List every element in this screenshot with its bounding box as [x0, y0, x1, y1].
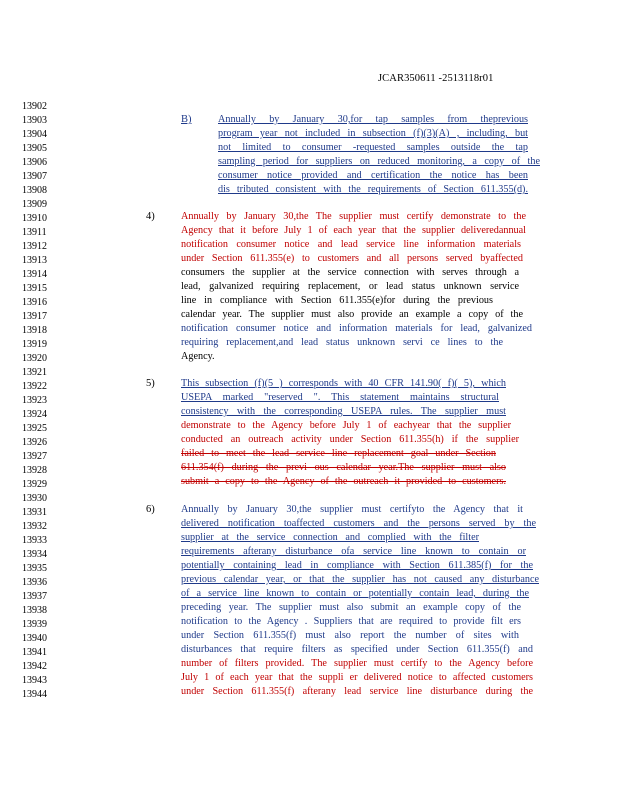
line-number: 13929 [22, 479, 47, 490]
text-line: under Section 611.355(f) must also report the number of sites with [181, 630, 519, 641]
text-line: requirements afterany disturbance ofa service line known to contain or [181, 546, 526, 557]
line-number: 13907 [22, 171, 47, 182]
item-marker-4: 4) [146, 211, 155, 222]
line-number: 13920 [22, 353, 47, 364]
text-line: Annually by January 30,the supplier must certifyto the Agency that it [181, 504, 523, 515]
line-number: 13934 [22, 549, 47, 560]
text-line: under Section 611.355(f) afterany lead service line disturbance during the [181, 686, 533, 697]
text-line: conducted an outreach activity under Section 611.355(h) if the supplier [181, 434, 519, 445]
text-line: not limited to consumer -requested samples outside the tap [218, 142, 528, 153]
line-number: 13933 [22, 535, 47, 546]
line-number: 13939 [22, 619, 47, 630]
line-number: 13915 [22, 283, 47, 294]
line-number: 13919 [22, 339, 47, 350]
line-number: 13940 [22, 633, 47, 644]
line-number: 13944 [22, 689, 47, 700]
line-number: 13922 [22, 381, 47, 392]
line-number: 13903 [22, 115, 47, 126]
text-line: 611.354(f) during the previ ous calendar year.The supplier must also [181, 462, 506, 473]
text-line: demonstrate to the Agency before July 1 of eachyear that the supplier [181, 420, 511, 431]
line-number: 13932 [22, 521, 47, 532]
text-line: requiring replacement,and lead status unknown servi ce lines to the [181, 337, 503, 348]
text-line: line in compliance with Section 611.355(e)for during the previous [181, 295, 493, 306]
text-line: of a service line known to contain or potentially contain lead, during the [181, 588, 529, 599]
text-line: July 1 of each year that the suppli er delivered notice to affected customers [181, 672, 533, 683]
text-line: failed to meet the lead service line replacement goal under Section [181, 448, 496, 459]
text-line: notification to the Agency . Suppliers that are required to provide filt ers [181, 616, 521, 627]
line-number: 13938 [22, 605, 47, 616]
text-line: sampling period for suppliers on reduced monitoring, a copy of the [218, 156, 540, 167]
line-number: 13917 [22, 311, 47, 322]
text-line: potentially containing lead in compliance with Section 611.385(f) for the [181, 560, 533, 571]
text-line: consumer notice provided and certification the notice has been [218, 170, 528, 181]
text-line: consistency with the corresponding USEPA rules. The supplier must [181, 406, 506, 417]
item-marker-5: 5) [146, 378, 155, 389]
line-number: 13909 [22, 199, 47, 210]
line-number: 13914 [22, 269, 47, 280]
line-number: 13906 [22, 157, 47, 168]
text-line: submit a copy to the Agency of the outreach it provided to customers. [181, 476, 506, 487]
line-number: 13908 [22, 185, 47, 196]
text-line: Annually by January 30,for tap samples from theprevious [218, 114, 528, 125]
line-number: 13926 [22, 437, 47, 448]
line-number: 13925 [22, 423, 47, 434]
line-number: 13936 [22, 577, 47, 588]
line-number: 13913 [22, 255, 47, 266]
text-line: USEPA marked "reserved ". This statement maintains structural [181, 392, 499, 403]
line-number: 13911 [22, 227, 47, 238]
document-header: JCAR350611 -2513118r01 [378, 73, 494, 84]
line-number: 13905 [22, 143, 47, 154]
line-number: 13916 [22, 297, 47, 308]
text-line: program year not included in subsection (f)(3)(A) , including, but [218, 128, 528, 139]
line-number: 13935 [22, 563, 47, 574]
text-line: supplier at the service connection and complied with the filter [181, 532, 479, 543]
text-line: Agency. [181, 351, 215, 362]
line-number: 13910 [22, 213, 47, 224]
text-line: This subsection (f)(5 ) corresponds with 40 CFR 141.90( f)( 5), which [181, 378, 506, 389]
line-number: 13912 [22, 241, 47, 252]
text-line: delivered notification toaffected customers and the persons served by the [181, 518, 536, 529]
text-line: disturbances that require filters as specified under Section 611.355(f) and [181, 644, 533, 655]
text-line: dis tributed consistent with the requirements of Section 611.355(d). [218, 184, 528, 195]
line-number: 13921 [22, 367, 47, 378]
line-number: 13918 [22, 325, 47, 336]
line-number: 13943 [22, 675, 47, 686]
item-marker-b: B) [181, 114, 192, 125]
line-number: 13924 [22, 409, 47, 420]
text-line: notification consumer notice and information materials for lead, galvanized [181, 323, 532, 334]
text-line: notification consumer notice and lead service line information materials [181, 239, 521, 250]
text-line: Annually by January 30,the The supplier must certify demonstrate to the [181, 211, 526, 222]
text-line: lead, galvanized requiring replacement, or lead status unknown service [181, 281, 519, 292]
line-number: 13902 [22, 101, 47, 112]
line-number: 13928 [22, 465, 47, 476]
line-number: 13941 [22, 647, 47, 658]
line-number: 13904 [22, 129, 47, 140]
line-number: 13930 [22, 493, 47, 504]
text-line: preceding year. The supplier must also submit an example copy of the [181, 602, 521, 613]
text-line: number of filters provided. The supplier must certify to the Agency before [181, 658, 533, 669]
text-line: consumers the supplier at the service connection with serves through a [181, 267, 519, 278]
text-line: Agency that it before July 1 of each year that the supplier deliveredannual [181, 225, 526, 236]
line-number: 13923 [22, 395, 47, 406]
text-line: previous calendar year, or that the supplier has not caused any disturbance [181, 574, 539, 585]
text-line: under Section 611.355(e) to customers and all persons served byaffected [181, 253, 523, 264]
text-line: calendar year. The supplier must also provide an example a copy of the [181, 309, 523, 320]
line-number: 13927 [22, 451, 47, 462]
item-marker-6: 6) [146, 504, 155, 515]
line-number: 13931 [22, 507, 47, 518]
line-number: 13942 [22, 661, 47, 672]
line-number: 13937 [22, 591, 47, 602]
